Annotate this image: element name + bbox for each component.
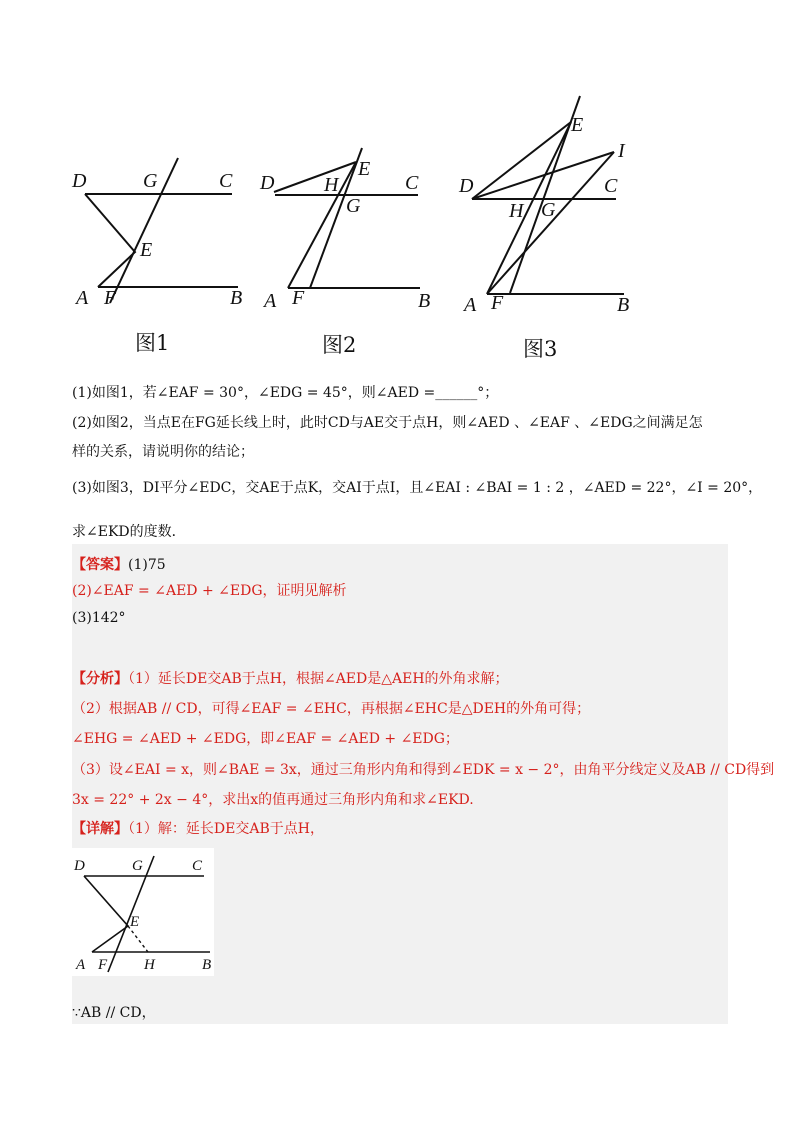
fig1-label-c: C <box>219 170 233 192</box>
analysis-part-4: （3）设∠EAI = x，则∠BAE = 3x，通过三角形内角和得到∠EDK = x − 2°，由角平分线定义及AB // CD得到 <box>72 762 775 778</box>
fig4-label-d: D <box>74 858 85 874</box>
analysis-part-5: 3x = 22° + 2x − 4°，求出x的值再通过三角形内角和求∠EKD. <box>72 792 474 808</box>
solution-figure <box>72 848 214 976</box>
answer-tag: 【答案】 <box>72 557 128 573</box>
fig3-label-i: I <box>618 140 625 162</box>
fig1-label-b: B <box>230 287 243 309</box>
fig1-label-g: G <box>143 170 158 192</box>
fig3-label-f: F <box>491 292 504 314</box>
fig2-label-a: A <box>264 290 277 312</box>
detail-part-1: （1）解：延长DE交AB于点H， <box>128 821 324 837</box>
analysis-part-2: （2）根据AB // CD，可得∠EAF = ∠EHC，再根据∠EHC是△DEH的外角可得； <box>72 701 591 717</box>
figures-panel <box>0 0 800 370</box>
fig2-label-d: D <box>260 172 275 194</box>
detail-line-1 <box>72 818 324 838</box>
fig2-caption: 图2 <box>322 333 357 357</box>
detail-part-2: ∵AB // CD， <box>72 1005 156 1021</box>
fig2-label-e: E <box>358 158 371 180</box>
detail-tag: 【详解】 <box>72 821 128 837</box>
fig4-label-c: C <box>192 858 203 874</box>
question-part-2-line-1: (2)如图2，当点E在FG延长线上时，此时CD与AE交于点H，则∠AED 、∠EAF 、∠EDG之间满足怎 <box>72 415 703 431</box>
fig2-label-g: G <box>346 195 361 217</box>
question-part-3-line-1: (3)如图3，DI平分∠EDC，交AE于点K，交AI于点I，且∠EAI : ∠BAI = 1 : 2 ，∠AED = 22°，∠I = 20°， <box>72 480 763 496</box>
fig1-caption: 图1 <box>135 331 170 355</box>
question-part-1: (1)如图1，若∠EAF = 30°，∠EDG = 45°，则∠AED =______°； <box>72 385 499 401</box>
figure-1 <box>85 158 238 303</box>
fig2-label-h: H <box>324 174 339 196</box>
fig3-label-d: D <box>459 175 474 197</box>
fig3-label-h: H <box>509 200 524 222</box>
fig3-label-e: E <box>571 114 584 136</box>
fig4-label-g: G <box>132 858 143 874</box>
fig4-label-h: H <box>144 957 155 973</box>
fig3-label-g: G <box>541 199 556 221</box>
analysis-tag: 【分析】 <box>72 671 128 687</box>
answer-line-1 <box>72 554 166 574</box>
analysis-part-1: （1）延长DE交AB于点H，根据∠AED是△AEH的外角求解； <box>128 671 509 687</box>
fig3-label-a: A <box>464 294 477 316</box>
answer-part-1: (1)75 <box>128 557 166 573</box>
fig3-label-c: C <box>604 175 618 197</box>
figure-3 <box>472 96 624 294</box>
fig4-label-a: A <box>76 957 86 973</box>
answer-part-2: (2)∠EAF = ∠AED + ∠EDG，证明见解析 <box>72 583 347 599</box>
fig1-label-f: F <box>104 287 117 309</box>
fig2-label-b: B <box>418 290 431 312</box>
question-part-3-line-2: 求∠EKD的度数． <box>72 524 186 540</box>
fig4-label-b: B <box>202 957 212 973</box>
fig1-label-a: A <box>76 287 89 309</box>
analysis-part-3: ∠EHG = ∠AED + ∠EDG，即∠EAF = ∠AED + ∠EDG； <box>72 731 459 747</box>
analysis-line-1 <box>72 668 509 688</box>
fig3-label-b: B <box>617 294 630 316</box>
fig2-label-f: F <box>292 287 305 309</box>
fig2-label-c: C <box>405 172 419 194</box>
answer-part-3: (3)142° <box>72 610 126 626</box>
question-part-2-line-2: 样的关系，请说明你的结论； <box>72 444 254 460</box>
fig4-label-f: F <box>98 957 108 973</box>
figure-2 <box>274 148 420 288</box>
fig4-label-e: E <box>130 914 140 930</box>
fig3-caption: 图3 <box>523 337 558 361</box>
fig1-label-d: D <box>72 170 87 192</box>
fig1-label-e: E <box>140 239 153 261</box>
